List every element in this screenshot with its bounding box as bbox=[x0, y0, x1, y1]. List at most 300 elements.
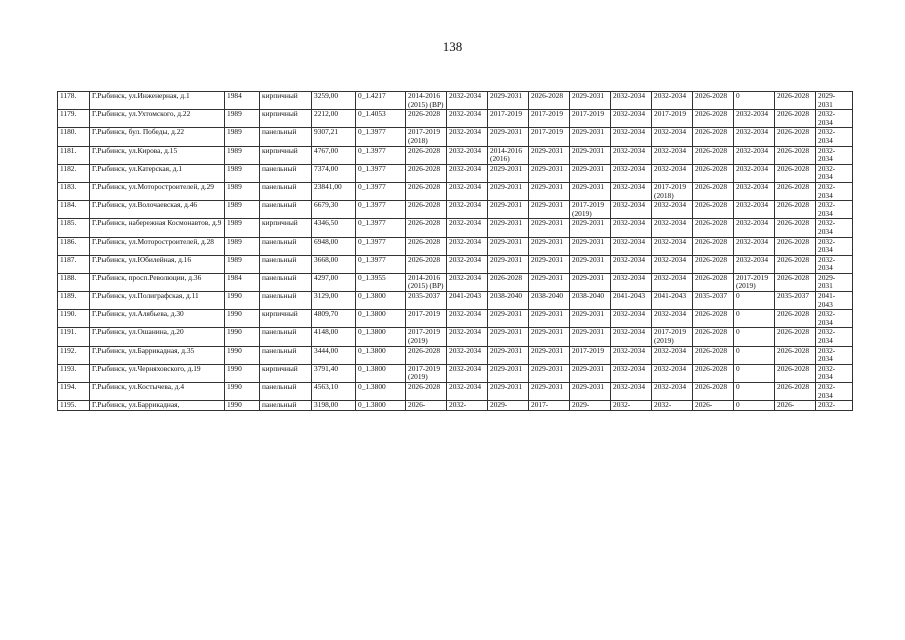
wall-material-cell: панельный bbox=[260, 182, 312, 200]
area-cell: 3129,00 bbox=[312, 292, 356, 310]
table-row bbox=[58, 273, 853, 291]
period-cell: 2026-2028 bbox=[406, 146, 447, 164]
period-cell: 2026-2028 bbox=[775, 146, 816, 164]
period-cell: 2032-2034 bbox=[447, 110, 488, 128]
period-cell: 2032-2034 bbox=[816, 255, 853, 273]
period-cell: 2032-2034 bbox=[447, 273, 488, 291]
period-cell: 2035-2037 bbox=[693, 292, 734, 310]
period-cell: 0 bbox=[734, 292, 775, 310]
period-cell: 2032-2034 bbox=[652, 92, 693, 110]
period-cell: 2029-2031 bbox=[488, 164, 529, 182]
area-cell: 4563,10 bbox=[312, 383, 356, 401]
table-row bbox=[58, 237, 853, 255]
address-cell: Г.Рыбинск, ул.Костычева, д.4 bbox=[90, 383, 225, 401]
period-cell: 2029-2031 bbox=[570, 164, 611, 182]
period-cell: 2029-2031 bbox=[529, 201, 570, 219]
period-cell: 2032-2034 bbox=[611, 219, 652, 237]
table-row bbox=[58, 146, 853, 164]
period-cell: 2032-2034 bbox=[447, 310, 488, 328]
wall-material-cell: панельный bbox=[260, 292, 312, 310]
table-row bbox=[58, 310, 853, 328]
area-cell: 9307,21 bbox=[312, 128, 356, 146]
table-body bbox=[58, 92, 853, 411]
period-cell: 2029-2031 bbox=[529, 346, 570, 364]
period-cell: 2032-2034 bbox=[652, 146, 693, 164]
row-number: 1182. bbox=[58, 164, 90, 182]
row-number: 1190. bbox=[58, 310, 90, 328]
period-cell: 2026-2028 bbox=[693, 146, 734, 164]
period-cell: 2029-2031 bbox=[816, 92, 853, 110]
year-cell: 1989 bbox=[225, 255, 260, 273]
period-cell: 2032-2034 bbox=[611, 328, 652, 346]
address-cell: Г.Рыбинск, ул.Алябьева, д.30 bbox=[90, 310, 225, 328]
period-cell: 2017-2019 bbox=[529, 110, 570, 128]
area-cell: 6679,30 bbox=[312, 201, 356, 219]
period-cell: 2029-2031 bbox=[570, 310, 611, 328]
wall-material-cell: кирпичный bbox=[260, 110, 312, 128]
period-cell: 2029-2031 bbox=[816, 273, 853, 291]
period-cell: 2029-2031 bbox=[488, 237, 529, 255]
period-cell: 2032-2034 bbox=[652, 346, 693, 364]
period-cell: 2029-2031 bbox=[488, 364, 529, 382]
period-cell: 2026-2028 bbox=[693, 383, 734, 401]
year-cell: 1990 bbox=[225, 346, 260, 364]
wall-material-cell: кирпичный bbox=[260, 92, 312, 110]
period-cell: 2026-2028 bbox=[775, 273, 816, 291]
period-cell: 0 bbox=[734, 346, 775, 364]
period-cell: 2026-2028 bbox=[406, 164, 447, 182]
period-cell: 2026-2028 bbox=[488, 273, 529, 291]
period-cell: 2041-2043 bbox=[611, 292, 652, 310]
period-cell: 2026-2028 bbox=[775, 164, 816, 182]
area-cell: 3259,00 bbox=[312, 92, 356, 110]
period-cell: 2029-2031 bbox=[570, 146, 611, 164]
period-cell: 2029-2031 bbox=[570, 328, 611, 346]
period-cell: 2029-2031 bbox=[570, 273, 611, 291]
year-cell: 1989 bbox=[225, 182, 260, 200]
period-cell: 2038-2040 bbox=[488, 292, 529, 310]
period-cell: 2032-2034 bbox=[734, 128, 775, 146]
period-cell: 2032- bbox=[611, 401, 652, 411]
period-cell: 2014-2016 (2015) (ВР) bbox=[406, 273, 447, 291]
period-cell: 2032-2034 bbox=[652, 273, 693, 291]
period-cell: 2032-2034 bbox=[816, 237, 853, 255]
period-cell: 2026-2028 bbox=[775, 237, 816, 255]
period-cell: 2017-2019 (2019) bbox=[570, 201, 611, 219]
coefficient-cell: 0_1.3977 bbox=[356, 255, 406, 273]
coefficient-cell: 0_1.3977 bbox=[356, 182, 406, 200]
period-cell: 2029-2031 bbox=[529, 328, 570, 346]
period-cell: 2029-2031 bbox=[488, 92, 529, 110]
period-cell: 2032-2034 bbox=[447, 219, 488, 237]
period-cell: 2026-2028 bbox=[775, 383, 816, 401]
period-cell: 2026-2028 bbox=[693, 110, 734, 128]
area-cell: 6948,00 bbox=[312, 237, 356, 255]
table-row bbox=[58, 92, 853, 110]
table-row bbox=[58, 383, 853, 401]
period-cell: 2029- bbox=[488, 401, 529, 411]
period-cell: 2017-2019 bbox=[406, 310, 447, 328]
address-cell: Г.Рыбинск, ул.Ошанина, д.20 bbox=[90, 328, 225, 346]
coefficient-cell: 0_1.3800 bbox=[356, 364, 406, 382]
period-cell: 2026-2028 bbox=[406, 182, 447, 200]
wall-material-cell: панельный bbox=[260, 164, 312, 182]
period-cell: 0 bbox=[734, 92, 775, 110]
coefficient-cell: 0_1.3977 bbox=[356, 164, 406, 182]
period-cell: 2017-2019 (2019) bbox=[652, 328, 693, 346]
coefficient-cell: 0_1.3955 bbox=[356, 273, 406, 291]
period-cell: 2032-2034 bbox=[611, 255, 652, 273]
period-cell: 2017-2019 bbox=[570, 110, 611, 128]
period-cell: 2026-2028 bbox=[775, 255, 816, 273]
period-cell: 2026-2028 bbox=[775, 310, 816, 328]
year-cell: 1990 bbox=[225, 364, 260, 382]
period-cell: 2032-2034 bbox=[447, 128, 488, 146]
year-cell: 1989 bbox=[225, 201, 260, 219]
table-row bbox=[58, 346, 853, 364]
table-row bbox=[58, 364, 853, 382]
period-cell: 2026-2028 bbox=[693, 346, 734, 364]
period-cell: 2032-2034 bbox=[734, 201, 775, 219]
period-cell: 2026-2028 bbox=[693, 164, 734, 182]
period-cell: 2032-2034 bbox=[611, 364, 652, 382]
period-cell: 2032-2034 bbox=[734, 110, 775, 128]
period-cell: 2017-2019 (2019) bbox=[406, 328, 447, 346]
period-cell: 2029- bbox=[570, 401, 611, 411]
year-cell: 1990 bbox=[225, 328, 260, 346]
period-cell: 2026-2028 bbox=[693, 219, 734, 237]
period-cell: 2032-2034 bbox=[447, 346, 488, 364]
address-cell: Г.Рыбинск, ул.Ухтомского, д.22 bbox=[90, 110, 225, 128]
period-cell: 2017-2019 bbox=[570, 346, 611, 364]
address-cell: Г.Рыбинск, ул.Катерская, д.1 bbox=[90, 164, 225, 182]
period-cell: 2035-2037 bbox=[775, 292, 816, 310]
period-cell: 2029-2031 bbox=[529, 237, 570, 255]
period-cell: 2026-2028 bbox=[529, 92, 570, 110]
period-cell: 2017-2019 (2019) bbox=[406, 364, 447, 382]
period-cell: 2032- bbox=[816, 401, 853, 411]
period-cell: 2026-2028 bbox=[406, 383, 447, 401]
period-cell: 2029-2031 bbox=[570, 92, 611, 110]
row-number: 1184. bbox=[58, 201, 90, 219]
period-cell: 2032-2034 bbox=[611, 164, 652, 182]
period-cell: 2032-2034 bbox=[447, 201, 488, 219]
wall-material-cell: панельный bbox=[260, 383, 312, 401]
period-cell: 2026-2028 bbox=[775, 182, 816, 200]
address-cell: Г.Рыбинск, ул.Юбилейная, д.16 bbox=[90, 255, 225, 273]
area-cell: 4148,00 bbox=[312, 328, 356, 346]
period-cell: 2032-2034 bbox=[447, 237, 488, 255]
coefficient-cell: 0_1.4053 bbox=[356, 110, 406, 128]
period-cell: 2026-2028 bbox=[693, 364, 734, 382]
period-cell: 2032-2034 bbox=[816, 128, 853, 146]
period-cell: 2029-2031 bbox=[529, 383, 570, 401]
period-cell: 2032-2034 bbox=[611, 310, 652, 328]
coefficient-cell: 0_1.3800 bbox=[356, 292, 406, 310]
period-cell: 2026-2028 bbox=[693, 201, 734, 219]
period-cell: 2026- bbox=[406, 401, 447, 411]
wall-material-cell: кирпичный bbox=[260, 310, 312, 328]
period-cell: 2032-2034 bbox=[447, 92, 488, 110]
period-cell: 2029-2031 bbox=[488, 128, 529, 146]
period-cell: 2032-2034 bbox=[611, 110, 652, 128]
wall-material-cell: панельный bbox=[260, 201, 312, 219]
table-row bbox=[58, 255, 853, 273]
row-number: 1188. bbox=[58, 273, 90, 291]
period-cell: 2029-2031 bbox=[529, 310, 570, 328]
area-cell: 23841,00 bbox=[312, 182, 356, 200]
period-cell: 2014-2016 (2015) (ВР) bbox=[406, 92, 447, 110]
period-cell: 2032-2034 bbox=[447, 164, 488, 182]
row-number: 1186. bbox=[58, 237, 90, 255]
period-cell: 2041-2043 bbox=[652, 292, 693, 310]
period-cell: 2032- bbox=[447, 401, 488, 411]
coefficient-cell: 0_1.3977 bbox=[356, 146, 406, 164]
period-cell: 2026-2028 bbox=[406, 219, 447, 237]
wall-material-cell: панельный bbox=[260, 128, 312, 146]
year-cell: 1989 bbox=[225, 146, 260, 164]
period-cell: 2032-2034 bbox=[734, 164, 775, 182]
period-cell: 2017-2019 (2018) bbox=[652, 182, 693, 200]
year-cell: 1990 bbox=[225, 310, 260, 328]
period-cell: 2032-2034 bbox=[447, 328, 488, 346]
period-cell: 2029-2031 bbox=[488, 310, 529, 328]
wall-material-cell: панельный bbox=[260, 401, 312, 411]
period-cell: 0 bbox=[734, 328, 775, 346]
period-cell: 2029-2031 bbox=[570, 128, 611, 146]
period-cell: 2029-2031 bbox=[570, 255, 611, 273]
period-cell: 2017- bbox=[529, 401, 570, 411]
coefficient-cell: 0_1.3800 bbox=[356, 310, 406, 328]
table-row bbox=[58, 201, 853, 219]
table-row bbox=[58, 128, 853, 146]
year-cell: 1989 bbox=[225, 237, 260, 255]
period-cell: 2032-2034 bbox=[652, 255, 693, 273]
period-cell: 2032-2034 bbox=[611, 146, 652, 164]
period-cell: 2014-2016 (2016) bbox=[488, 146, 529, 164]
row-number: 1178. bbox=[58, 92, 90, 110]
area-cell: 4297,00 bbox=[312, 273, 356, 291]
address-cell: Г.Рыбинск, ул.Черняховского, д.19 bbox=[90, 364, 225, 382]
year-cell: 1990 bbox=[225, 292, 260, 310]
period-cell: 2017-2019 bbox=[529, 128, 570, 146]
housing-schedule-table bbox=[57, 91, 853, 411]
period-cell: 2032-2034 bbox=[816, 328, 853, 346]
period-cell: 2029-2031 bbox=[529, 164, 570, 182]
row-number: 1180. bbox=[58, 128, 90, 146]
coefficient-cell: 0_1.3977 bbox=[356, 128, 406, 146]
period-cell: 2026-2028 bbox=[775, 219, 816, 237]
period-cell: 2032-2034 bbox=[816, 182, 853, 200]
period-cell: 2029-2031 bbox=[570, 383, 611, 401]
period-cell: 2035-2037 bbox=[406, 292, 447, 310]
row-number: 1194. bbox=[58, 383, 90, 401]
year-cell: 1989 bbox=[225, 164, 260, 182]
period-cell: 2032-2034 bbox=[447, 364, 488, 382]
period-cell: 2017-2019 (2018) bbox=[406, 128, 447, 146]
address-cell: Г.Рыбинск, набережная Космонавтов, д.9 bbox=[90, 219, 225, 237]
period-cell: 2029-2031 bbox=[488, 346, 529, 364]
period-cell: 2032-2034 bbox=[447, 182, 488, 200]
wall-material-cell: панельный bbox=[260, 255, 312, 273]
period-cell: 2029-2031 bbox=[529, 146, 570, 164]
wall-material-cell: панельный bbox=[260, 328, 312, 346]
coefficient-cell: 0_1.3977 bbox=[356, 237, 406, 255]
period-cell: 2032-2034 bbox=[652, 164, 693, 182]
period-cell: 2029-2031 bbox=[529, 273, 570, 291]
period-cell: 2032-2034 bbox=[734, 237, 775, 255]
period-cell: 2041-2043 bbox=[816, 292, 853, 310]
table-row bbox=[58, 401, 853, 411]
wall-material-cell: кирпичный bbox=[260, 364, 312, 382]
period-cell: 2032-2034 bbox=[816, 310, 853, 328]
period-cell: 2032-2034 bbox=[652, 219, 693, 237]
period-cell: 2032-2034 bbox=[652, 201, 693, 219]
period-cell: 2032-2034 bbox=[734, 255, 775, 273]
coefficient-cell: 0_1.3977 bbox=[356, 219, 406, 237]
coefficient-cell: 0_1.3800 bbox=[356, 328, 406, 346]
wall-material-cell: панельный bbox=[260, 273, 312, 291]
area-cell: 3198,00 bbox=[312, 401, 356, 411]
period-cell: 2029-2031 bbox=[570, 219, 611, 237]
period-cell: 2026-2028 bbox=[775, 110, 816, 128]
period-cell: 2029-2031 bbox=[529, 182, 570, 200]
period-cell: 2032-2034 bbox=[447, 146, 488, 164]
address-cell: Г.Рыбинск, ул.Баррикадная, bbox=[90, 401, 225, 411]
row-number: 1179. bbox=[58, 110, 90, 128]
year-cell: 1990 bbox=[225, 383, 260, 401]
address-cell: Г.Рыбинск, ул.Моторостроителей, д.28 bbox=[90, 237, 225, 255]
address-cell: Г.Рыбинск, ул.Полиграфская, д.11 bbox=[90, 292, 225, 310]
period-cell: 0 bbox=[734, 383, 775, 401]
period-cell: 2032-2034 bbox=[734, 182, 775, 200]
coefficient-cell: 0_1.3977 bbox=[356, 201, 406, 219]
period-cell: 2026-2028 bbox=[775, 128, 816, 146]
period-cell: 2029-2031 bbox=[488, 219, 529, 237]
table-row bbox=[58, 219, 853, 237]
period-cell: 2026-2028 bbox=[406, 237, 447, 255]
period-cell: 2017-2019 bbox=[652, 110, 693, 128]
period-cell: 2032-2034 bbox=[652, 364, 693, 382]
period-cell: 2032-2034 bbox=[816, 164, 853, 182]
coefficient-cell: 0_1.3800 bbox=[356, 401, 406, 411]
address-cell: Г.Рыбинск, бул. Победы, д.22 bbox=[90, 128, 225, 146]
page-number: 138 bbox=[442, 39, 463, 54]
area-cell: 4809,70 bbox=[312, 310, 356, 328]
wall-material-cell: кирпичный bbox=[260, 219, 312, 237]
area-cell: 4346,50 bbox=[312, 219, 356, 237]
year-cell: 1984 bbox=[225, 273, 260, 291]
period-cell: 2026-2028 bbox=[693, 237, 734, 255]
area-cell: 3444,00 bbox=[312, 346, 356, 364]
row-number: 1187. bbox=[58, 255, 90, 273]
period-cell: 2029-2031 bbox=[570, 182, 611, 200]
wall-material-cell: панельный bbox=[260, 346, 312, 364]
period-cell: 2032-2034 bbox=[611, 237, 652, 255]
period-cell: 2032-2034 bbox=[734, 146, 775, 164]
period-cell: 2026-2028 bbox=[775, 346, 816, 364]
year-cell: 1989 bbox=[225, 219, 260, 237]
period-cell: 2032-2034 bbox=[611, 92, 652, 110]
period-cell: 2029-2031 bbox=[488, 182, 529, 200]
period-cell: 2029-2031 bbox=[529, 364, 570, 382]
period-cell: 2032-2034 bbox=[734, 219, 775, 237]
area-cell: 2212,00 bbox=[312, 110, 356, 128]
period-cell: 2026-2028 bbox=[775, 201, 816, 219]
period-cell: 2026-2028 bbox=[693, 182, 734, 200]
period-cell: 2032-2034 bbox=[816, 383, 853, 401]
period-cell: 2032-2034 bbox=[816, 201, 853, 219]
period-cell: 2029-2031 bbox=[570, 364, 611, 382]
area-cell: 3791,40 bbox=[312, 364, 356, 382]
period-cell: 2026-2028 bbox=[693, 310, 734, 328]
wall-material-cell: кирпичный bbox=[260, 146, 312, 164]
period-cell: 2029-2031 bbox=[488, 328, 529, 346]
period-cell: 2032-2034 bbox=[447, 255, 488, 273]
row-number: 1185. bbox=[58, 219, 90, 237]
period-cell: 2032-2034 bbox=[611, 346, 652, 364]
row-number: 1189. bbox=[58, 292, 90, 310]
table-row bbox=[58, 110, 853, 128]
row-number: 1192. bbox=[58, 346, 90, 364]
table-row bbox=[58, 182, 853, 200]
address-cell: Г.Рыбинск, ул.Волочаевская, д.46 bbox=[90, 201, 225, 219]
period-cell: 2026- bbox=[693, 401, 734, 411]
row-number: 1183. bbox=[58, 182, 90, 200]
period-cell: 2026-2028 bbox=[775, 92, 816, 110]
period-cell: 2032-2034 bbox=[611, 383, 652, 401]
row-number: 1191. bbox=[58, 328, 90, 346]
period-cell: 2026-2028 bbox=[406, 110, 447, 128]
period-cell: 2029-2031 bbox=[529, 219, 570, 237]
address-cell: Г.Рыбинск, ул.Кирова, д.15 bbox=[90, 146, 225, 164]
period-cell: 2032-2034 bbox=[447, 383, 488, 401]
period-cell: 2026-2028 bbox=[406, 255, 447, 273]
period-cell: 2026-2028 bbox=[693, 255, 734, 273]
period-cell: 2026- bbox=[775, 401, 816, 411]
period-cell: 2029-2031 bbox=[488, 201, 529, 219]
period-cell: 2038-2040 bbox=[529, 292, 570, 310]
year-cell: 1989 bbox=[225, 128, 260, 146]
period-cell: 2032-2034 bbox=[816, 364, 853, 382]
address-cell: Г.Рыбинск, ул.Баррикадная, д.35 bbox=[90, 346, 225, 364]
period-cell: 2032-2034 bbox=[652, 128, 693, 146]
table-row bbox=[58, 328, 853, 346]
period-cell: 2017-2019 (2019) bbox=[734, 273, 775, 291]
address-cell: Г.Рыбинск, просп.Революции, д.36 bbox=[90, 273, 225, 291]
period-cell: 2032-2034 bbox=[652, 383, 693, 401]
row-number: 1195. bbox=[58, 401, 90, 411]
year-cell: 1984 bbox=[225, 92, 260, 110]
year-cell: 1990 bbox=[225, 401, 260, 411]
period-cell: 2029-2031 bbox=[529, 255, 570, 273]
period-cell: 2041-2043 bbox=[447, 292, 488, 310]
table-row bbox=[58, 292, 853, 310]
area-cell: 3668,00 bbox=[312, 255, 356, 273]
period-cell: 2017-2019 bbox=[488, 110, 529, 128]
row-number: 1181. bbox=[58, 146, 90, 164]
period-cell: 2029-2031 bbox=[488, 255, 529, 273]
area-cell: 4767,00 bbox=[312, 146, 356, 164]
period-cell: 2026-2028 bbox=[693, 92, 734, 110]
period-cell: 0 bbox=[734, 364, 775, 382]
coefficient-cell: 0_1.3800 bbox=[356, 346, 406, 364]
period-cell: 2032-2034 bbox=[816, 219, 853, 237]
period-cell: 2032-2034 bbox=[816, 110, 853, 128]
period-cell: 2038-2040 bbox=[570, 292, 611, 310]
period-cell: 2026-2028 bbox=[693, 273, 734, 291]
period-cell: 2026-2028 bbox=[693, 128, 734, 146]
